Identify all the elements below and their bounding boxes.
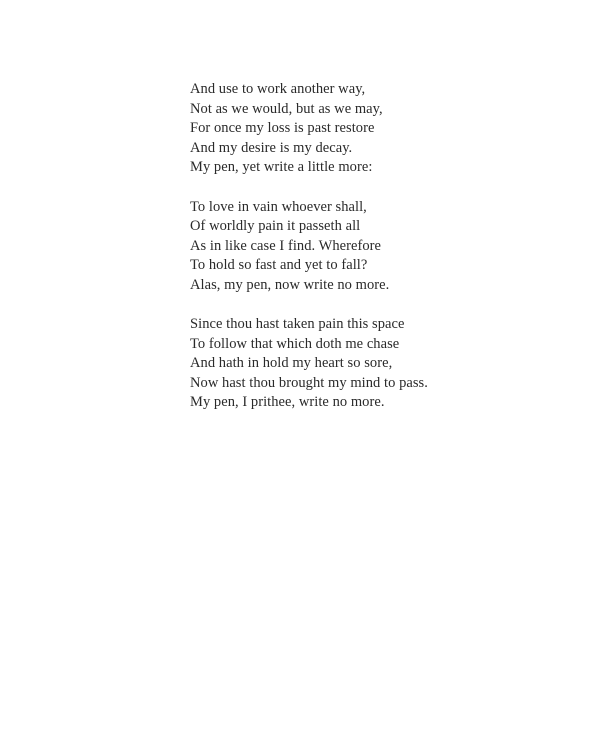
poem-line: And use to work another way,: [190, 81, 366, 97]
poem-line: My pen, I prithee, write no more.: [190, 394, 385, 410]
poem-line: And my desire is my decay.: [190, 139, 353, 156]
poem-line: Of worldly pain it passeth all: [190, 218, 361, 234]
poem-line: My pen, yet write a little more:: [190, 159, 373, 175]
poem-line: For once my loss is past restore: [190, 120, 375, 136]
poem-line: As in like case I find. Wherefore: [190, 237, 382, 254]
poem-line: To hold so fast and yet to fall?: [190, 257, 368, 273]
poem-line: And hath in hold my heart so sore,: [190, 355, 393, 371]
poem-line: Since thou hast taken pain this space: [190, 316, 405, 332]
stanza-3: [190, 315, 570, 413]
stanza-2: [190, 198, 570, 296]
stanza-1: [190, 80, 570, 178]
poem-body: [190, 80, 570, 433]
poem-line: Alas, my pen, now write no more.: [190, 276, 390, 293]
poem-line: To love in vain whoever shall,: [190, 198, 367, 215]
poem-line: Now hast thou brought my mind to pass.: [190, 374, 428, 391]
poem-line: To follow that which doth me chase: [190, 335, 400, 352]
poem-line: Not as we would, but as we may,: [190, 100, 383, 117]
